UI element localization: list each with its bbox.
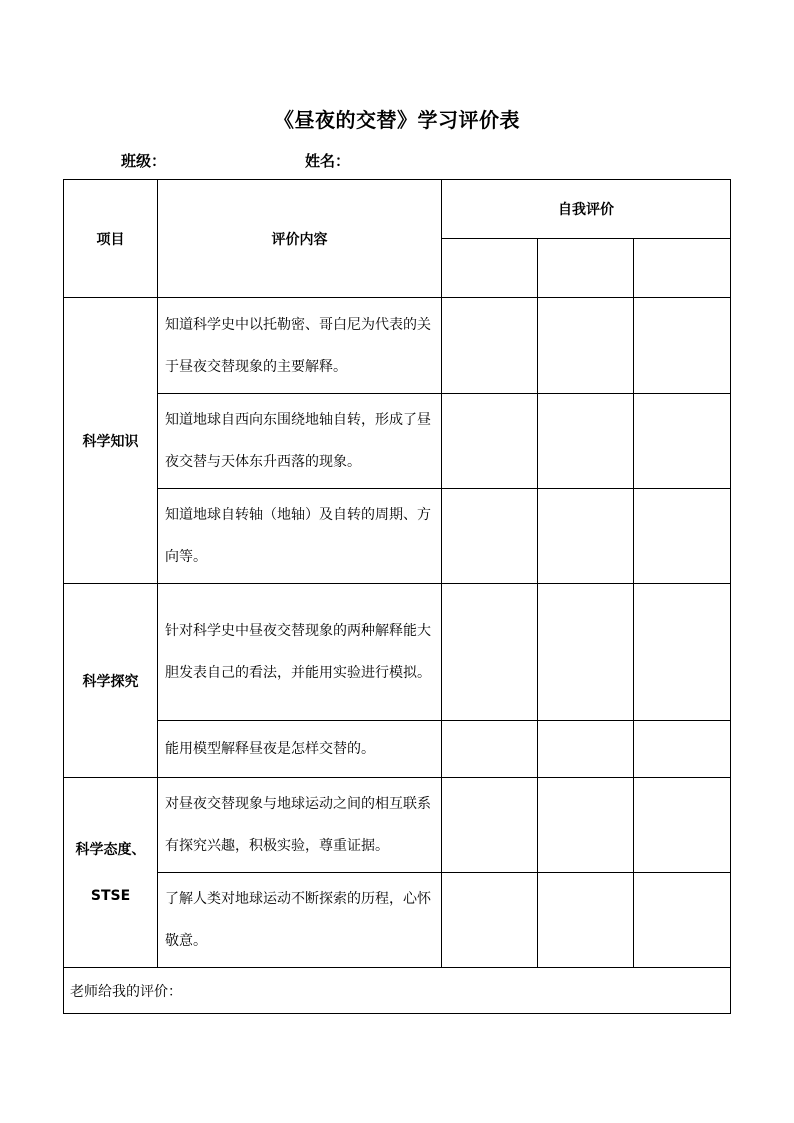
self-eval-column-3 bbox=[634, 239, 731, 298]
table-row bbox=[64, 584, 731, 721]
eval-cell[interactable] bbox=[538, 394, 634, 489]
eval-cell[interactable] bbox=[442, 298, 538, 394]
teacher-row bbox=[64, 968, 731, 1014]
eval-cell[interactable] bbox=[538, 778, 634, 873]
eval-cell[interactable] bbox=[442, 873, 538, 968]
eval-cell[interactable] bbox=[538, 489, 634, 584]
eval-cell[interactable] bbox=[538, 298, 634, 394]
eval-cell[interactable] bbox=[634, 778, 731, 873]
page-title: 《昼夜的交替》学习评价表 bbox=[274, 108, 520, 132]
header-row bbox=[64, 180, 731, 239]
class-label: 班级： bbox=[121, 152, 167, 170]
eval-cell[interactable] bbox=[634, 394, 731, 489]
teacher-eval-label[interactable]: 老师给我的评价： bbox=[64, 968, 731, 1014]
eval-cell[interactable] bbox=[634, 584, 731, 721]
eval-cell[interactable] bbox=[634, 721, 731, 778]
eval-content: 了解人类对地球运动不断探索的历程，心怀敬意。 bbox=[158, 873, 442, 968]
eval-content: 针对科学史中昼夜交替现象的两种解释能大胆发表自己的看法，并能用实验进行模拟。 bbox=[158, 584, 442, 721]
self-eval-column-2 bbox=[538, 239, 634, 298]
eval-cell[interactable] bbox=[442, 394, 538, 489]
table-row bbox=[64, 778, 731, 873]
category-science-inquiry: 科学探究 bbox=[64, 584, 158, 778]
eval-content: 能用模型解释昼夜是怎样交替的。 bbox=[158, 721, 442, 778]
category-science-attitude bbox=[64, 778, 158, 968]
eval-cell[interactable] bbox=[538, 721, 634, 778]
eval-cell[interactable] bbox=[442, 721, 538, 778]
category-line-2: STSE bbox=[90, 887, 131, 904]
table-row bbox=[64, 721, 731, 778]
evaluation-table bbox=[63, 179, 731, 1014]
category-line-1: 科学态度、 bbox=[75, 841, 146, 858]
eval-cell[interactable] bbox=[634, 873, 731, 968]
eval-cell[interactable] bbox=[538, 873, 634, 968]
eval-content: 知道科学史中以托勒密、哥白尼为代表的关于昼夜交替现象的主要解释。 bbox=[158, 298, 442, 394]
header-self-eval: 自我评价 bbox=[442, 180, 731, 239]
eval-cell[interactable] bbox=[538, 584, 634, 721]
table-row bbox=[64, 394, 731, 489]
eval-cell[interactable] bbox=[634, 489, 731, 584]
self-eval-column-1 bbox=[442, 239, 538, 298]
eval-cell[interactable] bbox=[634, 298, 731, 394]
header-content: 评价内容 bbox=[158, 180, 442, 298]
eval-content: 对昼夜交替现象与地球运动之间的相互联系有探究兴趣，积极实验，尊重证据。 bbox=[158, 778, 442, 873]
eval-content: 知道地球自转轴（地轴）及自转的周期、方向等。 bbox=[158, 489, 442, 584]
table-row bbox=[64, 873, 731, 968]
eval-cell[interactable] bbox=[442, 778, 538, 873]
category-science-knowledge: 科学知识 bbox=[64, 298, 158, 584]
eval-content: 知道地球自西向东围绕地轴自转，形成了昼夜交替与天体东升西落的现象。 bbox=[158, 394, 442, 489]
table-row bbox=[64, 298, 731, 394]
header-item: 项目 bbox=[64, 180, 158, 298]
eval-cell[interactable] bbox=[442, 584, 538, 721]
table-row bbox=[64, 489, 731, 584]
eval-cell[interactable] bbox=[442, 489, 538, 584]
name-label: 姓名： bbox=[305, 152, 351, 170]
